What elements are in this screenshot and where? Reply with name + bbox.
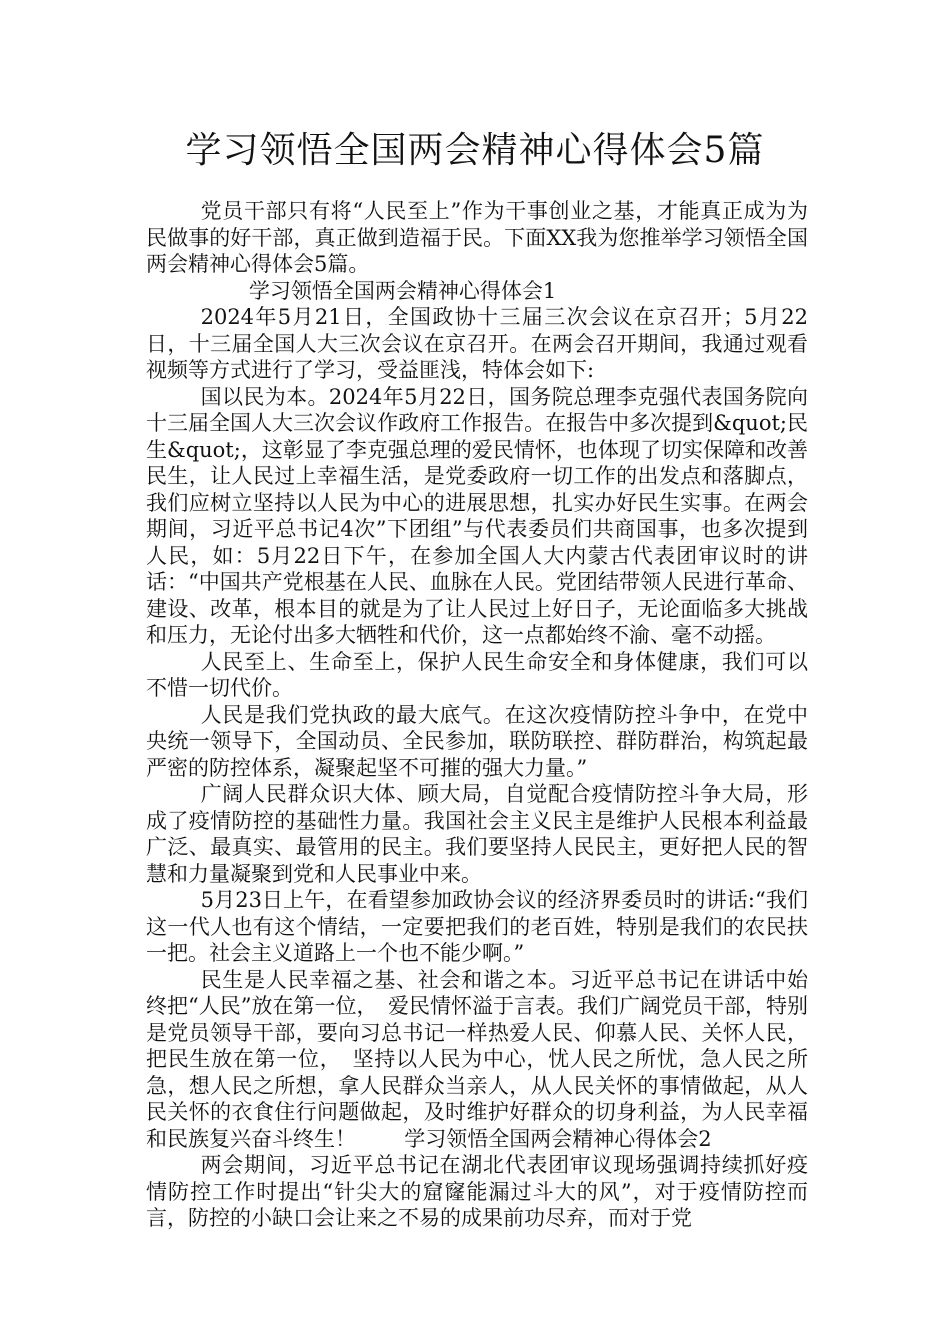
paragraph-6: 5月23日上午，在看望参加政协会议的经济界委员时的讲话:“我们这一代人也有这个情结，一定要把我们的老百姓，特别是我们的农民扶一把。社会主义道路上一个也不能少啊。” <box>146 888 808 965</box>
paragraph-5: 广阔人民群众识大体、顾大局，自觉配合疫情防控斗争大局，形成了疫情防控的基础性力量。我国社会主义民主是维护人民根本利益最广泛、最真实、最管用的民主。我们要坚持人民民主，更好把人民的智慧和力量凝聚到党和人民事业中来。 <box>146 782 808 886</box>
paragraph-1: 2024年5月21日，全国政协十三届三次会议在京召开；5月22日，十三届全国人大三次会议在京召开。在两会召开期间，我通过观看视频等方式进行了学习，受益匪浅，特体会如下: <box>146 305 808 382</box>
paragraph-2: 国以民为本。2024年5月22日，国务院总理李克强代表国务院向十三届全国人大三次会议作政府工作报告。在报告中多次提到&quot;民生&quot;，这彰显了李克强总理的爱民情怀，也体现了切实保障和改善民生，让人民过上幸福生活，是党委政府一切工作的出发点和落脚点，我们应树立坚持以人民为中心的进展思想，扎实办好民生实事。在两会期间，习近平总书记4次”下团组”与代表委员们共商国事，也多次提到人民，如：5月22日下午，在参加全国人大内蒙古代表团审议时的讲话：“中国共产党根基在人民、血脉在人民。党团结带领人民进行革命、建设、改革，根本目的就是为了让人民过上好日子，无论面临多大挑战和压力，无论付出多大牺牲和代价，这一点都始终不渝、毫不动摇。 <box>146 384 808 647</box>
paragraph-7 <box>146 967 808 1153</box>
section-heading-1: 学习领悟全国两会精神心得体会1 <box>248 278 557 303</box>
paragraph-3: 人民至上、生命至上，保护人民生命安全和身体健康，我们可以不惜一切代价。 <box>146 649 808 700</box>
paragraph-4: 人民是我们党执政的最大底气。在这次疫情防控斗争中，在党中央统一领导下，全国动员、全民参加，联防联控、群防群治，构筑起最严密的防控体系，凝聚起坚不可摧的强大力量。” <box>146 702 808 780</box>
document-body <box>146 198 808 1232</box>
paragraph-intro: 党员干部只有将“人民至上”作为干事创业之基，才能真正成为为民做事的好干部，真正做到造福于民。下面XX我为您推举学习领悟全国两会精神心得体会5篇。 <box>146 199 808 276</box>
paragraph-8: 两会期间，习近平总书记在湖北代表团审议现场强调持续抓好疫情防控工作时提出“针尖大的窟窿能漏过斗大的风”，对于疫情防控而言，防控的小缺口会让来之不易的成果前功尽弃，而对于党 <box>146 1153 808 1230</box>
paragraph-7-text: 民生是人民幸福之基、社会和谐之本。习近平总书记在讲话中始终把“人民”放在第一位， 爱民情怀溢于言表。我们广阔党员干部，特别是党员领导干部，要向习总书记一样热爱人民、仰慕人民、关怀人民，把民生放在第一位， 坚持以人民为中心，忧人民之所忧，急人民之所急，想人民之所想，拿人民群众当亲人，从人民关怀的事情做起，从人民关怀的衣食住行问题做起，及时维护好群众的切身利益，为人民幸福和民族复兴奋斗终生！ <box>146 967 808 1151</box>
document-title: 学习领悟全国两会精神心得体会5篇 <box>185 130 765 171</box>
section-heading-2: 学习领悟全国两会精神心得体会2 <box>404 1126 712 1151</box>
